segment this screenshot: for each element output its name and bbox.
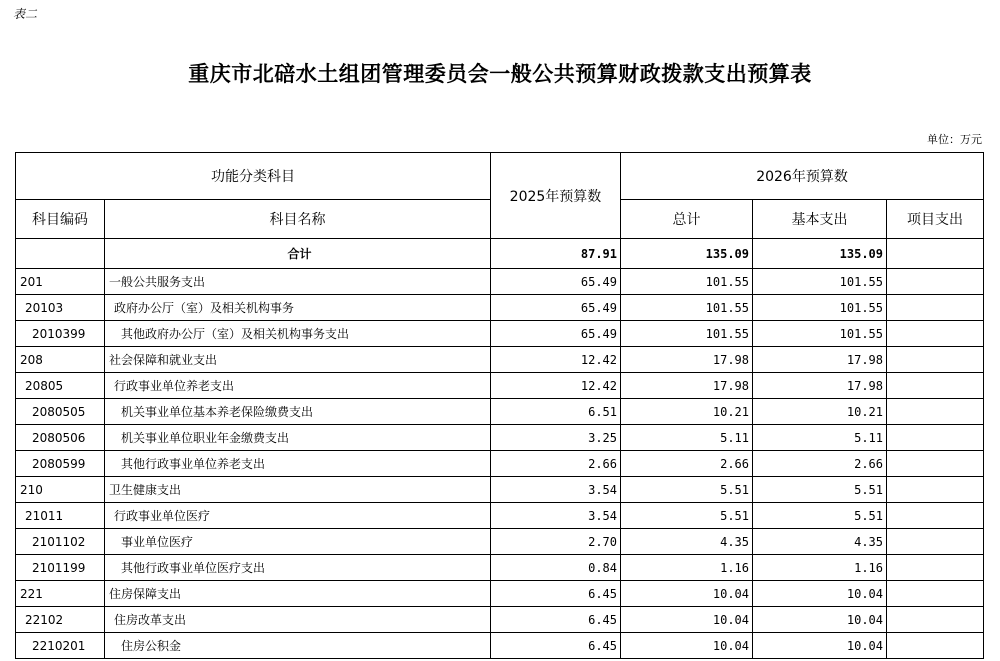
project-header: 项目支出 [887, 200, 984, 239]
code-header: 科目编码 [16, 200, 105, 239]
budget-2025-cell: 2.70 [491, 529, 621, 555]
basic-cell: 10.21 [753, 399, 887, 425]
page-title: 重庆市北碚水土组团管理委员会一般公共预算财政拨款支出预算表 [188, 62, 812, 86]
total-cell: 101.55 [621, 269, 753, 295]
budget-table [15, 152, 984, 659]
total-code-cell [16, 239, 105, 269]
project-cell [887, 477, 984, 503]
total-cell: 10.21 [621, 399, 753, 425]
table-row [16, 581, 984, 607]
name-cell: 住房保障支出 [105, 581, 491, 607]
basic-cell: 5.51 [753, 477, 887, 503]
table-row [16, 321, 984, 347]
budget-2025-header: 2025年预算数 [491, 153, 621, 239]
basic-cell: 5.51 [753, 503, 887, 529]
budget-2026-header: 2026年预算数 [621, 153, 984, 200]
total-cell: 101.55 [621, 295, 753, 321]
name-cell: 行政事业单位养老支出 [105, 373, 491, 399]
project-cell [887, 321, 984, 347]
name-cell: 一般公共服务支出 [105, 269, 491, 295]
budget-2025-cell: 6.51 [491, 399, 621, 425]
budget-2025-cell: 0.84 [491, 555, 621, 581]
name-cell: 住房公积金 [105, 633, 491, 659]
project-cell [887, 555, 984, 581]
basic-cell: 101.55 [753, 295, 887, 321]
project-cell [887, 633, 984, 659]
total-cell: 10.04 [621, 607, 753, 633]
code-cell: 208 [16, 347, 105, 373]
total-cell: 2.66 [621, 451, 753, 477]
table-row [16, 269, 984, 295]
name-cell: 社会保障和就业支出 [105, 347, 491, 373]
project-cell [887, 425, 984, 451]
total-cell: 17.98 [621, 373, 753, 399]
name-header: 科目名称 [105, 200, 491, 239]
code-cell: 201 [16, 269, 105, 295]
total-header: 总计 [621, 200, 753, 239]
total-2026-project-value [887, 239, 984, 269]
code-cell: 2080506 [16, 425, 105, 451]
total-label: 合计 [105, 239, 491, 269]
name-cell: 住房改革支出 [105, 607, 491, 633]
budget-2025-cell: 12.42 [491, 347, 621, 373]
basic-cell: 10.04 [753, 581, 887, 607]
budget-2025-cell: 2.66 [491, 451, 621, 477]
code-cell: 221 [16, 581, 105, 607]
table-row [16, 347, 984, 373]
budget-2025-cell: 3.54 [491, 477, 621, 503]
table-row [16, 425, 984, 451]
basic-cell: 5.11 [753, 425, 887, 451]
basic-cell: 10.04 [753, 633, 887, 659]
project-cell [887, 451, 984, 477]
table-row [16, 607, 984, 633]
project-cell [887, 607, 984, 633]
name-cell: 行政事业单位医疗 [105, 503, 491, 529]
budget-2025-cell: 3.54 [491, 503, 621, 529]
name-cell: 卫生健康支出 [105, 477, 491, 503]
basic-cell: 17.98 [753, 347, 887, 373]
total-cell: 17.98 [621, 347, 753, 373]
total-cell: 5.51 [621, 477, 753, 503]
budget-2025-cell: 65.49 [491, 269, 621, 295]
total-2025-value: 87.91 [491, 239, 621, 269]
table-row [16, 555, 984, 581]
code-cell: 2101199 [16, 555, 105, 581]
basic-cell: 10.04 [753, 607, 887, 633]
budget-2025-cell: 3.25 [491, 425, 621, 451]
table-row [16, 633, 984, 659]
code-cell: 2101102 [16, 529, 105, 555]
total-2026-basic-value: 135.09 [753, 239, 887, 269]
name-cell: 事业单位医疗 [105, 529, 491, 555]
budget-2025-cell: 6.45 [491, 581, 621, 607]
total-cell: 1.16 [621, 555, 753, 581]
header-row-1 [16, 153, 984, 200]
name-cell: 其他行政事业单位养老支出 [105, 451, 491, 477]
budget-2025-cell: 6.45 [491, 607, 621, 633]
code-cell: 20805 [16, 373, 105, 399]
code-cell: 2080505 [16, 399, 105, 425]
project-cell [887, 399, 984, 425]
func-class-header: 功能分类科目 [16, 153, 491, 200]
total-2026-total-value: 135.09 [621, 239, 753, 269]
table-row [16, 399, 984, 425]
name-cell: 其他政府办公厅（室）及相关机构事务支出 [105, 321, 491, 347]
basic-header: 基本支出 [753, 200, 887, 239]
name-cell: 机关事业单位职业年金缴费支出 [105, 425, 491, 451]
code-cell: 22102 [16, 607, 105, 633]
project-cell [887, 581, 984, 607]
basic-cell: 17.98 [753, 373, 887, 399]
code-cell: 20103 [16, 295, 105, 321]
project-cell [887, 295, 984, 321]
total-cell: 10.04 [621, 633, 753, 659]
project-cell [887, 529, 984, 555]
name-cell: 机关事业单位基本养老保险缴费支出 [105, 399, 491, 425]
basic-cell: 101.55 [753, 321, 887, 347]
total-cell: 5.11 [621, 425, 753, 451]
table-number-label: 表二 [13, 7, 38, 21]
table-row [16, 373, 984, 399]
total-cell: 10.04 [621, 581, 753, 607]
budget-2025-cell: 6.45 [491, 633, 621, 659]
basic-cell: 2.66 [753, 451, 887, 477]
table-row [16, 295, 984, 321]
total-cell: 101.55 [621, 321, 753, 347]
code-cell: 21011 [16, 503, 105, 529]
table-row [16, 529, 984, 555]
total-row [16, 239, 984, 269]
budget-2025-cell: 12.42 [491, 373, 621, 399]
table-row [16, 477, 984, 503]
basic-cell: 4.35 [753, 529, 887, 555]
code-cell: 2010399 [16, 321, 105, 347]
table-row [16, 503, 984, 529]
basic-cell: 1.16 [753, 555, 887, 581]
code-cell: 2080599 [16, 451, 105, 477]
table-row [16, 451, 984, 477]
budget-2025-cell: 65.49 [491, 295, 621, 321]
code-cell: 210 [16, 477, 105, 503]
total-cell: 4.35 [621, 529, 753, 555]
name-cell: 政府办公厅（室）及相关机构事务 [105, 295, 491, 321]
budget-2025-cell: 65.49 [491, 321, 621, 347]
project-cell [887, 373, 984, 399]
project-cell [887, 503, 984, 529]
name-cell: 其他行政事业单位医疗支出 [105, 555, 491, 581]
total-cell: 5.51 [621, 503, 753, 529]
project-cell [887, 269, 984, 295]
project-cell [887, 347, 984, 373]
unit-label: 单位：万元 [927, 133, 982, 146]
basic-cell: 101.55 [753, 269, 887, 295]
code-cell: 2210201 [16, 633, 105, 659]
